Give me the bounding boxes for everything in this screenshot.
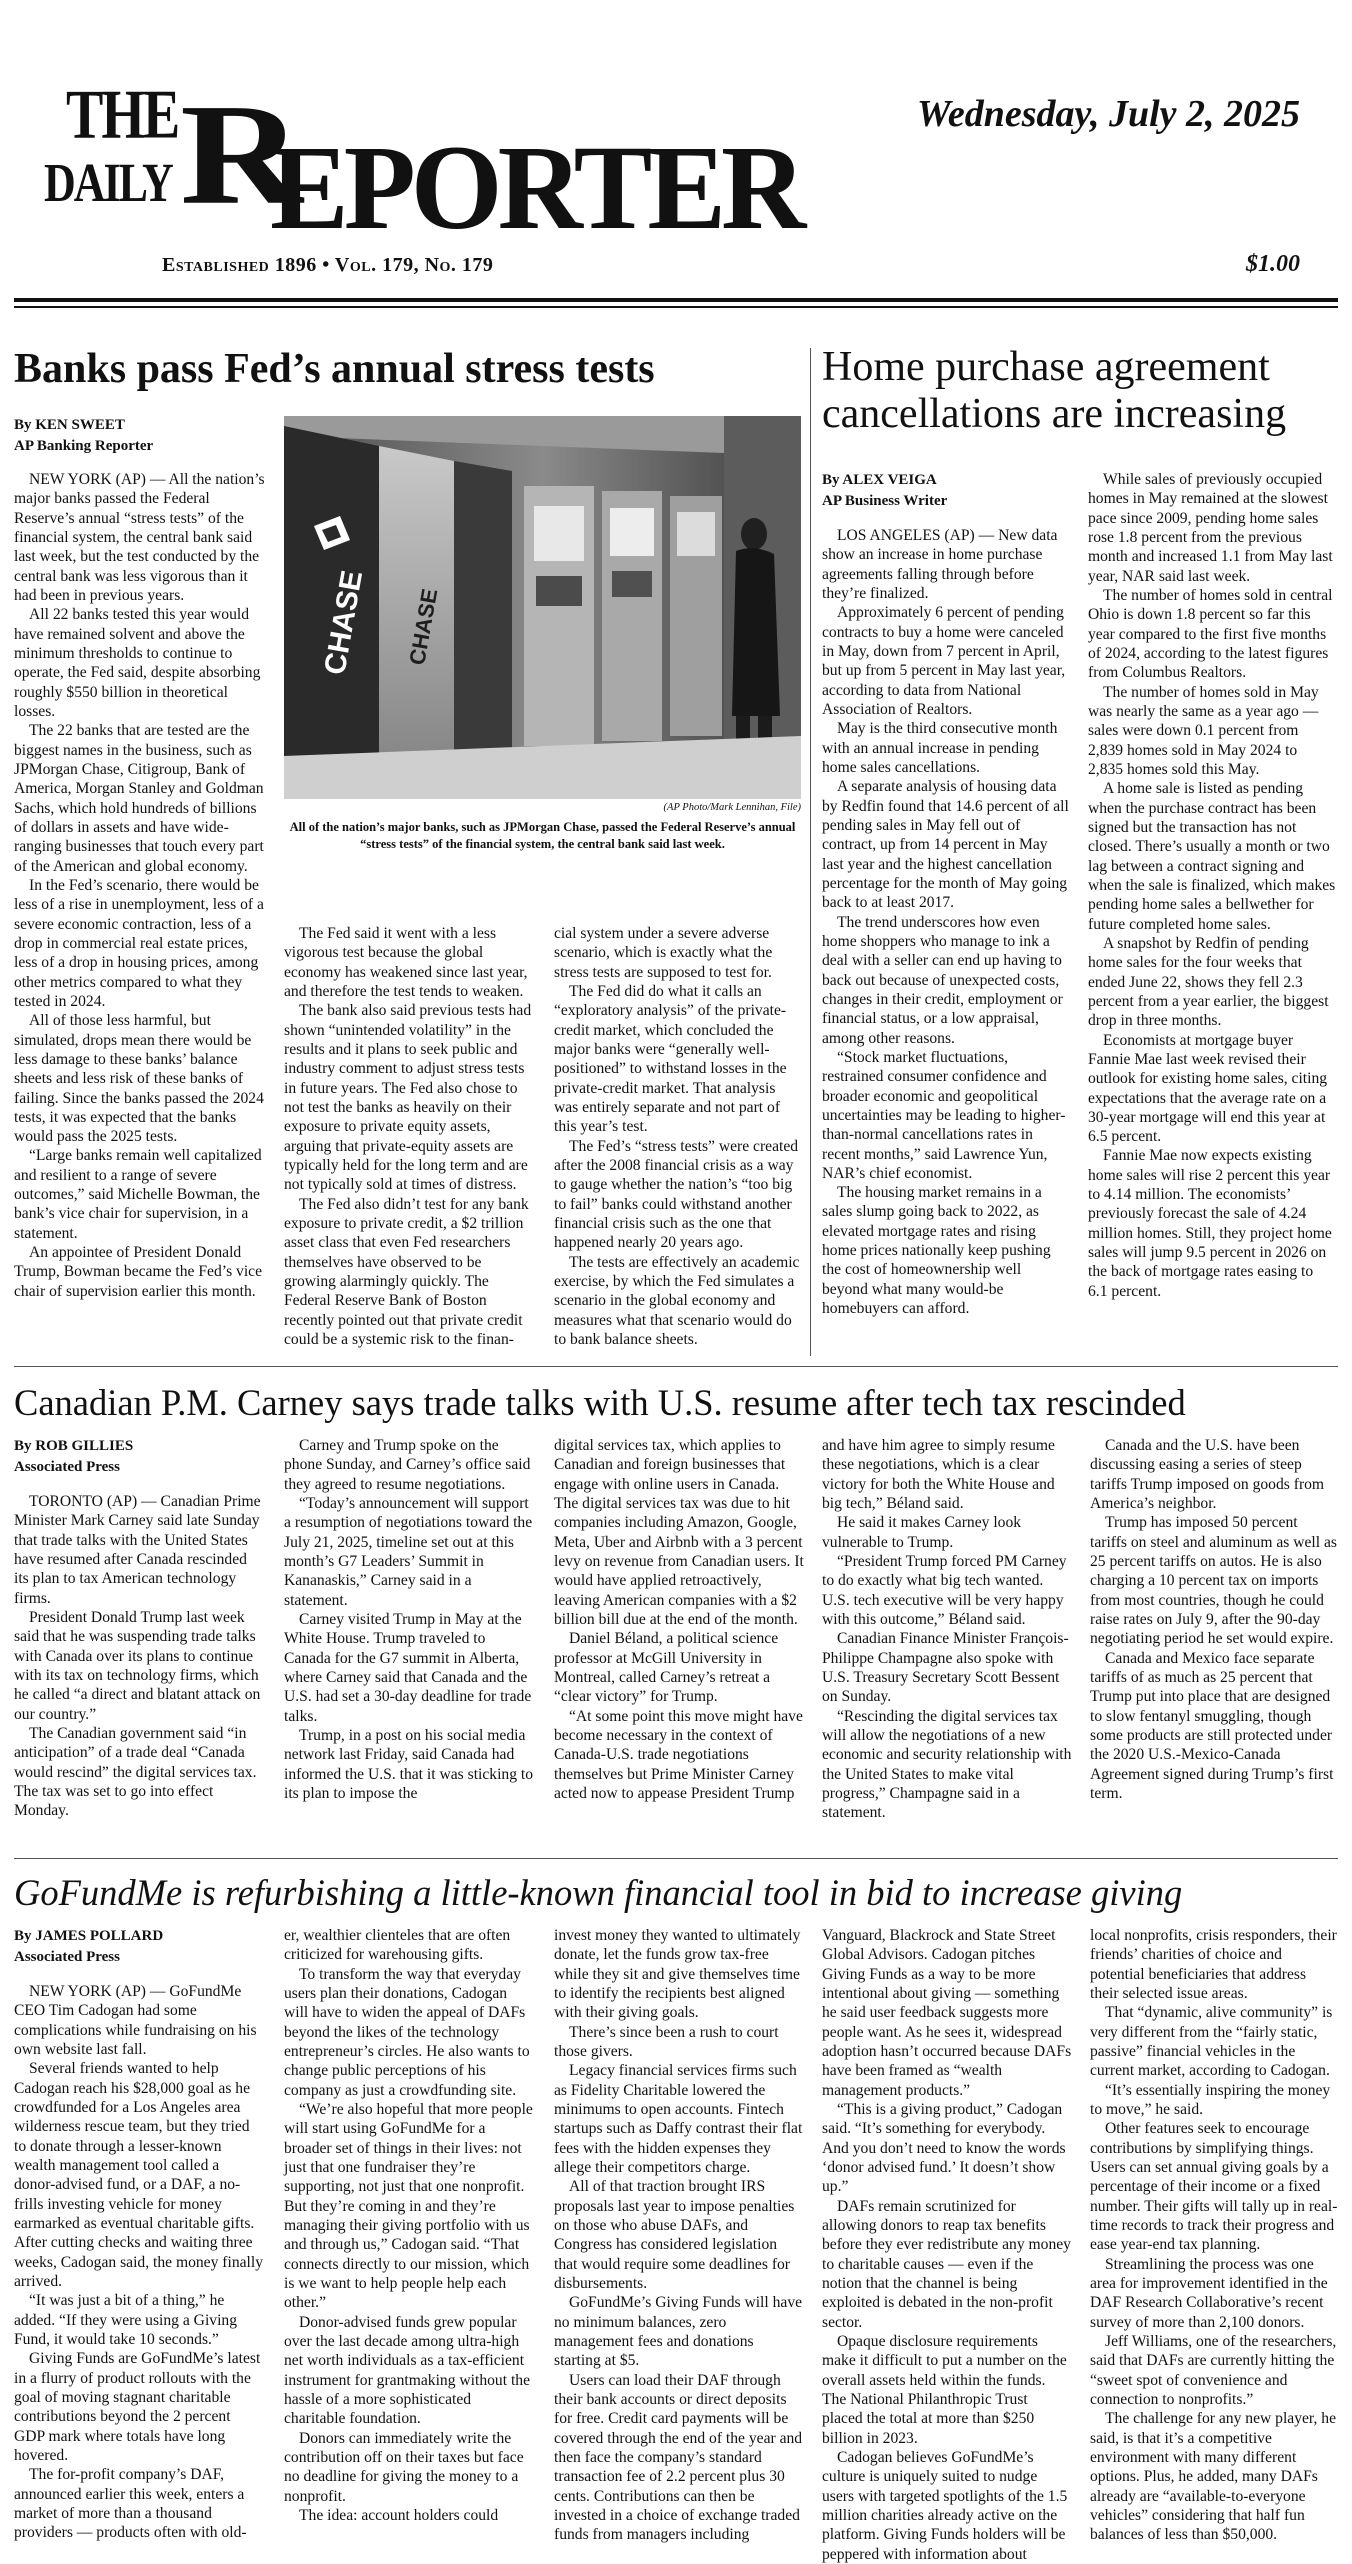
paragraph: “Large banks remain well capitalized and resilient to a range of severe outcomes,” said Michelle Bowman, the bank’s vice chair for supervision, in a statement.	[14, 1147, 262, 1242]
paragraph: Streamlining the process was one area for improvement identified in the DAF Research Collaborative’s recent survey of more than 2,100 donors.	[1090, 2255, 1328, 2331]
article-gofundme	[0, 1862, 1352, 2563]
logo-r: R	[180, 74, 297, 235]
column-banks-2	[284, 924, 534, 1349]
masthead-rule-thick	[14, 298, 1338, 302]
column-gofundme-1	[14, 1982, 264, 2543]
logo-daily: DAILY	[44, 152, 172, 214]
column-carney-5	[1090, 1436, 1338, 1803]
paragraph: Jeff Williams, one of the researchers, said that DAFs are currently hitting the “sweet spot of convenience and connection to nonprofits.”	[1090, 2332, 1337, 2408]
paragraph: Users can load their DAF through their bank accounts or direct deposits for free. Credit card payments will be covered through the end of the year and then face the company’s standard transaction fee of 2.2 percent plus 30 cents. Contributions can then be invested in a choice of exchange traded funds from managers including	[554, 2371, 803, 2544]
paragraph: NEW YORK (AP) — GoFundMe CEO Tim Cadogan had some complications while fundraising on his own website last fall.	[14, 1983, 257, 2058]
paragraph: He said it makes Carney look vulnerable to Trump.	[822, 1514, 1022, 1551]
author-role: AP Business Writer	[822, 493, 948, 509]
paragraph: That “dynamic, alive community” is very different from the “fairly static, passive” financial vehicles in the current market, according to Cadogan.	[1090, 2004, 1333, 2080]
paragraph: Economists at mortgage buyer Fannie Mae last week revised their outlook for existing home sales, citing expectations that the average rate on a 30-year mortgage will end this year at 6.5 percent.	[1088, 1031, 1328, 1146]
paragraph: local nonprofits, crisis responders, their friends’ charities of choice and potential beneficiaries that address their selected issue areas.	[1090, 1927, 1337, 2002]
paragraph: NEW YORK (AP) — All the nation’s major banks passed the Federal Reserve’s annual “stress tests” of the financial system, the central bank said last week, but the test conducted by the central bank was less vigorous than it had been in previous years.	[14, 471, 265, 604]
author-role: Associated Press	[14, 1459, 120, 1475]
paragraph: The tests are effectively an academic exercise, by which the Fed simulates a scenario in the global economy and measures what that scenario would do to bank balance sheets.	[554, 1253, 800, 1348]
column-carney-3	[554, 1436, 804, 1803]
column-divider	[810, 348, 811, 1356]
logo-the: THE	[66, 76, 179, 154]
photo-chase-atms	[284, 416, 801, 799]
paragraph: LOS ANGELES (AP) — New data show an increase in home purchase agreements falling through before they’re finalized.	[822, 527, 1058, 602]
photo-illustration	[284, 416, 801, 799]
byline-gofundme	[14, 1926, 264, 1968]
headline-banks: Banks pass Fed’s annual stress tests	[14, 346, 655, 392]
paragraph: Approximately 6 percent of pending contracts to buy a home were canceled in May, down from 7 percent in April, but up from 5 percent in May last year, according to data from National Association of Realtors.	[822, 604, 1066, 718]
column-carney-2	[284, 1436, 534, 1803]
paragraph: To transform the way that everyday users plan their donations, Cadogan will have to widen the appeal of DAFs beyond the likes of the technology entrepreneur’s circles. He also wants to change public perceptions of his company as just a crowdfunding site.	[284, 1965, 530, 2099]
author: By ALEX VEIGA	[822, 472, 937, 488]
paragraph: Cadogan believes GoFundMe’s culture is uniquely suited to nudge users with targeted spotlights of the 1.5 million charities already active on the platform. Giving Funds holders will be peppered with information about	[822, 2448, 1068, 2563]
paragraph: “At some point this move might have become necessary in the context of Canada-U.S. trade negotiations themselves but Prime Minister Carney acted now to appease President Trump	[554, 1707, 803, 1802]
paragraph: The bank also said previous tests had shown “unintended volatility” in the results and it plans to seek public and industry comment to adjust stress tests in future years. The Fed also chose to not test the banks as heavily on their exposure to private equity assets, arguing that private-equity assets are typically held for the long term and are not typically sold at times of distress.	[284, 1002, 532, 1194]
paragraph: “This is a giving product,” Cadogan said. “It’s something for everybody. And you don’t need to know the words ‘donor advised fund.’ It doesn’t show up.”	[822, 2100, 1066, 2196]
paragraph: Carney visited Trump in May at the White House. Trump traveled to Canada for the G7 summit in Alberta, where Carney said that Canada and the U.S. had set a 30-day deadline for trade talks.	[284, 1610, 532, 1725]
paragraph: er, wealthier clienteles that are often criticized for warehousing gifts.	[284, 1927, 511, 1964]
paragraph: GoFundMe’s Giving Funds will have no minimum balances, zero management fees and donations starting at $5.	[554, 2294, 803, 2370]
paragraph: The Fed did do what it calls an “exploratory analysis” of the private-credit market, which concluded the major banks were “generally well-positioned” to withstand losses in the private-credit market. That analysis was entirely separate and not part of this year’s test.	[554, 982, 787, 1136]
paragraph: Daniel Béland, a political science professor at McGill University in Montreal, called Carney’s retreat a “clear victory” for Trump.	[554, 1630, 779, 1706]
paragraph: The housing market remains in a sales slump going back to 2022, as elevated mortgage rates and rising home prices nationally keep pushing the cost of homeownership well beyond what many would-be homebuyers can afford.	[822, 1184, 1051, 1318]
paragraph: Trump, in a post on his social media network last Friday, said Canada had informed the U.S. that it was sticking to its plan to impose the	[284, 1726, 534, 1802]
column-banks-1	[14, 470, 268, 1301]
paragraph: cial system under a severe adverse scenario, which is exactly what the stress tests are supposed to test for.	[554, 925, 773, 981]
article-carney	[0, 1370, 1352, 1850]
column-homes-1	[822, 526, 1070, 1318]
publication-date: Wednesday, July 2, 2025	[916, 93, 1300, 135]
paragraph: TORONTO (AP) — Canadian Prime Minister Mark Carney said late Sunday that trade talks with the United States have resumed after Canada rescinded its plan to tax American technology firms.	[14, 1493, 261, 1607]
photo-credit: (AP Photo/Mark Lennihan, File)	[663, 802, 801, 813]
paragraph: The number of homes sold in central Ohio is down 1.8 percent so far this year compared to the first five months of 2024, according to the latest figures from Columbus Realtors.	[1088, 586, 1333, 682]
paragraph: President Donald Trump last week said that he was suspending trade talks with Canada over its plans to continue with its tax on technology firms, which he called “a direct and blatant attack on our country.”	[14, 1608, 261, 1723]
masthead-rule-thin	[14, 306, 1338, 308]
paragraph: Giving Funds are GoFundMe’s latest in a flurry of product rollouts with the goal of moving stagnant charitable contributions beyond the 2 percent GDP mark where totals have long hovered.	[14, 2350, 261, 2464]
paragraph: digital services tax, which applies to Canadian and foreign businesses that engage with online users in Canada. The digital services tax was due to hit companies including Amazon, Google, Meta, Uber and Airbnb with a 3 percent levy on revenue from Canadian users. It would have applied retroactively, leaving American companies with a $2 billion bill due at the end of the month.	[554, 1437, 804, 1628]
paragraph: The challenge for any new player, he said, is that it’s a competitive environment with many different options. Plus, he added, many DAFs already are “available-to-everyone vehicles” considering that half fun balances of less than $50,000.	[1090, 2410, 1337, 2544]
paragraph: A separate analysis of housing data by Redfin found that 14.6 percent of all pending sales in May fell out of contract, up from 14 percent in May last year and the highest cancellation percentage for the month of May going back to at least 2017.	[822, 778, 1069, 912]
paragraph: The Fed said it went with a less vigorous test because the global economy has weakened since last year, and therefore the test tends to weaken.	[284, 925, 528, 1000]
byline-carney	[14, 1436, 264, 1478]
paragraph: A home sale is listed as pending when the purchase contract has been signed but the transaction has not closed. There’s usually a month or two lag between a contract signing and when the sale is finalized, which makes pending home sales a bellwether for future completed home sales.	[1088, 780, 1336, 933]
column-gofundme-4	[822, 1926, 1072, 2564]
paragraph: Legacy financial services firms such as Fidelity Charitable lowered the minimums to open accounts. Fintech startups such as Daffy contrast their flat fees with the hidden expenses they allege their competitors charge.	[554, 2062, 803, 2176]
column-gofundme-5	[1090, 1926, 1338, 2545]
paragraph: “Today’s announcement will support a resumption of negotiations toward the July 21, 2025, timeline set out at this month’s G7 Leaders’ Summit in Kananaskis,” Carney said in a statement.	[284, 1494, 533, 1609]
paragraph: “It was just a bit of a thing,” he added. “If they were using a Giving Fund, it would take 10 seconds.”	[14, 2292, 238, 2348]
paragraph: “We’re also hopeful that more people will start using GoFundMe for a broader set of things in their lives: not just that one fundraiser they’re supporting, not just that one nonprofit. But they’re coming in and they’re managing their giving portfolio with us and through us,” Cadogan said. “That connects directly to our mission, which is we want to help people help each other.”	[284, 2100, 533, 2312]
article-banks	[0, 330, 810, 1360]
paragraph: The Fed also didn’t test for any bank exposure to private credit, a $2 trillion asset class that even Fed researchers themselves have observed to be growing alarmingly quickly. The Federal Reserve Bank of Boston recently pointed out that private credit could be a systemic risk to the finan-	[284, 1195, 529, 1348]
paragraph: DAFs remain scrutinized for allowing donors to reap tax benefits before they ever redistribute any money to charitable causes — even if the notion that the channel is being exploited is debated in the non-profit sector.	[822, 2197, 1071, 2331]
price: $1.00	[1246, 251, 1300, 277]
column-gofundme-3	[554, 1926, 804, 2545]
section-rule	[14, 1366, 1338, 1367]
paragraph: “Stock market fluctuations, restrained consumer confidence and broader economic and geopolitical uncertainties may be leading to higher-than-normal cancellations rates in recent months,” said Lawrence Yun, NAR’s chief economist.	[822, 1048, 1066, 1182]
chase-sign-1: CHASE	[318, 568, 370, 678]
paragraph: Other features seek to encourage contributions by simplifying things. Users can set annual giving goals by a percentage of their income or a fixed number. Their gifts will tally up in real-time records to track their progress and ease year-end tax planning.	[1090, 2120, 1338, 2254]
chase-sign-2: CHASE	[404, 586, 443, 667]
paragraph: Canada and the U.S. have been discussing easing a series of steep tariffs Trump imposed on goods from America’s neighbor.	[1090, 1437, 1325, 1512]
paragraph: invest money they wanted to ultimately donate, let the funds grow tax-free while they sit and give themselves time to identify the recipients best aligned with their giving goals.	[554, 1927, 801, 2022]
paragraph: In the Fed’s scenario, there would be less of a rise in unemployment, less of a severe economic contraction, less of a drop in commercial real estate prices, less of a drop in housing prices, among other metrics compared to what they tested in 2024.	[14, 876, 264, 1010]
photo-caption: All of the nation’s major banks, such as JPMorgan Chase, passed the Federal Reserve’s annual “stress tests” of the financial system, the central bank said last week.	[289, 820, 796, 851]
section-rule	[14, 1858, 1338, 1859]
column-carney-1	[14, 1492, 264, 1821]
column-banks-3	[554, 924, 802, 1349]
paragraph: The number of homes sold in May was nearly the same as a year ago — sales were down 0.1 percent from 2,839 homes sold in May 2024 to 2,835 homes sold this May.	[1088, 683, 1319, 778]
paragraph: “It’s essentially inspiring the money to move,” he said.	[1090, 2081, 1331, 2118]
paragraph: Donor-advised funds grew popular over the last decade among ultra-high net worth individuals as a tax-efficient instrument for grantmaking without the hassle of a more sophisticated charitable foundation.	[284, 2313, 530, 2428]
paragraph: “President Trump forced PM Carney to do exactly what big tech wanted. U.S. tech executive will be very happy with this outcome,” Béland said.	[822, 1552, 1067, 1628]
paragraph: The Fed’s “stress tests” were created after the 2008 financial crisis as a way to gauge whether the nation’s “too big to fail” banks could withstand another financial crisis such as the one that happened nearly 20 years ago.	[554, 1137, 799, 1252]
author: By KEN SWEET	[14, 417, 125, 433]
paragraph: All of that traction brought IRS proposals last year to impose penalties on those who abuse DAFs, and Congress has considered legislation that would require some deadlines for disbursements.	[554, 2178, 795, 2292]
paragraph: “Rescinding the digital services tax will allow the negotiations of a new economic and security relationship with the United States to make vital progress,” Champagne said in a statement.	[822, 1707, 1072, 1822]
paragraph: Canada and Mexico face separate tariffs of as much as 25 percent that Trump put into place that are designed to slow fentanyl smuggling, though some products are still protected under the 2020 U.S.-Mexico-Canada Agreement signed during Trump’s first term.	[1090, 1649, 1334, 1802]
masthead	[0, 0, 1352, 312]
author-role: Associated Press	[14, 1949, 120, 1965]
paragraph: Fannie Mae now expects existing home sales will rise 2 percent this year to 4.14 million. The economists’ previously forecast the sale of 4.24 million homes. Still, they project home sales will jump 9.5 percent in 2026 on the back of mortgage rates easing to 6.1 percent.	[1088, 1147, 1332, 1300]
paragraph: The for-profit company’s DAF, announced earlier this week, enters a market of more than a thousand providers — products often with old-	[14, 2466, 247, 2542]
paragraph: A snapshot by Redfin of pending home sales for the four weeks that ended June 22, shows they fell 2.3 percent from a year earlier, the biggest drop in three months.	[1088, 934, 1329, 1030]
paragraph: May is the third consecutive month with an annual increase in pending home sales cancellations.	[822, 720, 1058, 776]
paragraph: Trump has imposed 50 percent tariffs on steel and aluminum as well as 25 percent tariffs on autos. He is also charging a 10 percent tax on imports from most countries, though he could raise rates on July 9, after the 90-day negotiating period he set would expire.	[1090, 1514, 1337, 1648]
paragraph: An appointee of President Donald Trump, Bowman became the Fed’s vice chair of supervision earlier this month.	[14, 1244, 263, 1300]
paragraph: Carney and Trump spoke on the phone Sunday, and Carney’s office said they agreed to resume negotiations.	[284, 1437, 531, 1493]
column-gofundme-2	[284, 1926, 534, 2525]
article-homes	[822, 330, 1342, 1360]
paragraph: and have him agree to simply resume these negotiations, which is a clear victory for both the White House and big tech,” Béland said.	[822, 1437, 1055, 1512]
author-role: AP Banking Reporter	[14, 438, 154, 454]
logo-eporter: EPORTER	[270, 120, 802, 255]
paragraph: Canadian Finance Minister François-Philippe Champagne also spoke with U.S. Treasury Secretary Scott Bessent on Sunday.	[822, 1630, 1069, 1706]
byline-banks	[14, 415, 274, 457]
paragraph: Several friends wanted to help Cadogan reach his $28,000 goal as he crowdfunded for a Los Angeles area wilderness rescue team, but they tried to donate through a lesser-known wealth management tool called a donor-advised fund, or a DAF, a no-frills investing vehicle for money earmarked as eventual charitable gifts. After cutting checks and waiting three weeks, Cadogan said, the money finally arrived.	[14, 2060, 264, 2290]
paragraph: Vanguard, Blackrock and State Street Global Advisors. Cadogan pitches Giving Funds as a way to be more intentional about giving — something he said user feedback suggests more people want. As he sees it, widespread adoption hasn’t occurred because DAFs have been framed as “wealth management products.”	[822, 1927, 1072, 2099]
paragraph: There’s since been a rush to court those givers.	[554, 2023, 779, 2060]
author: By ROB GILLIES	[14, 1438, 134, 1454]
paragraph: The 22 banks that are tested are the biggest names in the business, such as JPMorgan Chase, Citigroup, Bank of America, Morgan Stanley and Goldman Sachs, which hold hundreds of billions of dollars in assets and have wide-ranging businesses that touch every part of the American and global economy.	[14, 722, 264, 875]
column-carney-4	[822, 1436, 1072, 1823]
column-homes-2	[1088, 470, 1336, 1301]
paragraph: The trend underscores how even home shoppers who manage to ink a deal with a seller can end up having to back out because of unexpected costs, changes in their credit, employment or financial status, or a low appraisal, among other reasons.	[822, 913, 1063, 1047]
headline-gofundme: GoFundMe is refurbishing a little-known financial tool in bid to increase giving	[14, 1872, 1183, 1913]
headline-carney: Canadian P.M. Carney says trade talks with U.S. resume after tech tax rescinded	[14, 1382, 1186, 1423]
paragraph: The Canadian government said “in anticipation” of a trade deal “Canada would rescind” the digital services tax. The tax was set to go into effect Monday.	[14, 1724, 257, 1820]
byline-homes	[822, 470, 1072, 512]
paragraph: Donors can immediately write the contribution off on their taxes but face no deadline for giving the money to a nonprofit.	[284, 2429, 524, 2505]
headline-homes: Home purchase agreement cancellations are increasing	[822, 344, 1287, 438]
logo	[44, 74, 802, 255]
paragraph: All of those less harmful, but simulated, drops mean there would be less damage to these banks’ balance sheets and less risk of these banks of failing. Since the banks passed the 2024 tests, it was expected that the banks would pass the 2025 tests.	[14, 1012, 264, 1146]
paragraph: While sales of previously occupied homes in May remained at the slowest pace since 2009, pending home sales rose 1.8 percent from the previous month and increased 1.1 from May last year, NAR said last week.	[1088, 471, 1333, 585]
paragraph: The idea: account holders could	[299, 2506, 499, 2524]
author: By JAMES POLLARD	[14, 1928, 164, 1944]
edition-info: Established 1896 • Vol. 179, No. 179	[162, 254, 494, 276]
paragraph: Opaque disclosure requirements make it difficult to put a number on the overall assets held within the funds. The National Philanthropic Trust placed the total at more than $250 billion in 2023.	[822, 2332, 1067, 2447]
paragraph: All 22 banks tested this year would have remained solvent and above the minimum thresholds to continue to operate, the Fed said, despite absorbing roughly $550 billion in theoretical losses.	[14, 606, 261, 720]
